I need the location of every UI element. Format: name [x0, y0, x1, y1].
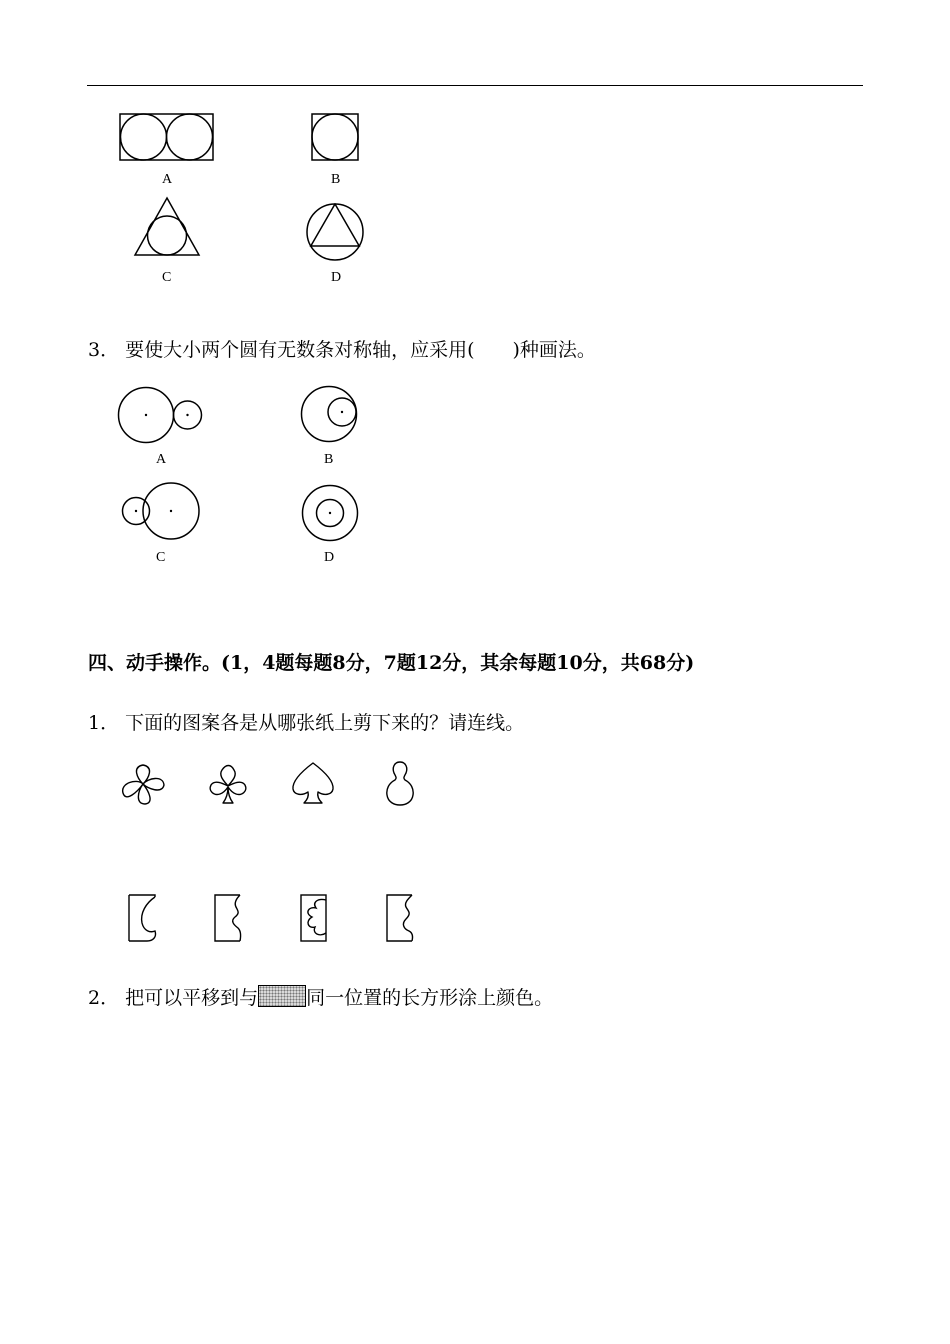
gourd-icon [383, 760, 417, 806]
club-icon [205, 762, 251, 806]
figure-3c-label: C [156, 550, 166, 565]
folded-paper-crescent-icon [126, 893, 160, 943]
question-4-2-text-after: 同一位置的长方形涂上颜色。 [306, 987, 554, 1009]
question-3-text-after: )种画法。 [512, 339, 596, 361]
question-4-1-number: 1． [88, 712, 120, 734]
figure-d-triangle-in-circle [305, 203, 367, 263]
figure-3b-label: B [324, 452, 334, 467]
figure-c-circle-in-triangle [133, 196, 201, 258]
question-4-2-number: 2． [88, 987, 120, 1009]
figure-c-label: C [162, 270, 172, 285]
folded-paper-wave-icon [212, 893, 244, 943]
figure-3a-label: A [156, 452, 167, 467]
figure-3d-concentric-circles [300, 483, 360, 543]
figure-a-two-circles-in-rectangle [119, 113, 215, 163]
figure-3c-circles-overlapping [120, 481, 202, 541]
shaded-rectangle-icon [258, 985, 306, 1007]
figure-3a-circles-tangent-outside [117, 386, 205, 444]
question-4-1 [88, 711, 524, 735]
flower-icon [118, 761, 168, 807]
section-4-heading: 四、动手操作。(1，4题每题8分，7题12分，其余每题10分，共68分) [88, 652, 695, 674]
figure-d-label: D [331, 270, 342, 285]
folded-paper-scallop-icon [384, 893, 416, 943]
question-3-text-before: 要使大小两个圆有无数条对称轴，应采用( [125, 339, 475, 361]
figure-3b-circles-tangent-inside [300, 384, 360, 444]
figure-3d-label: D [324, 550, 335, 565]
figure-a-label: A [162, 172, 173, 187]
header-rule [87, 85, 863, 86]
question-4-2-text-before: 把可以平移到与 [125, 987, 259, 1009]
question-3 [88, 338, 596, 362]
spade-icon [289, 760, 337, 806]
question-3-number: 3． [88, 339, 120, 361]
folded-paper-petal-icon [298, 893, 330, 943]
question-4-1-text: 下面的图案各是从哪张纸上剪下来的？请连线。 [125, 712, 525, 734]
question-4-2 [88, 985, 553, 1010]
figure-b-circle-in-square [311, 113, 361, 163]
figure-b-label: B [331, 172, 341, 187]
